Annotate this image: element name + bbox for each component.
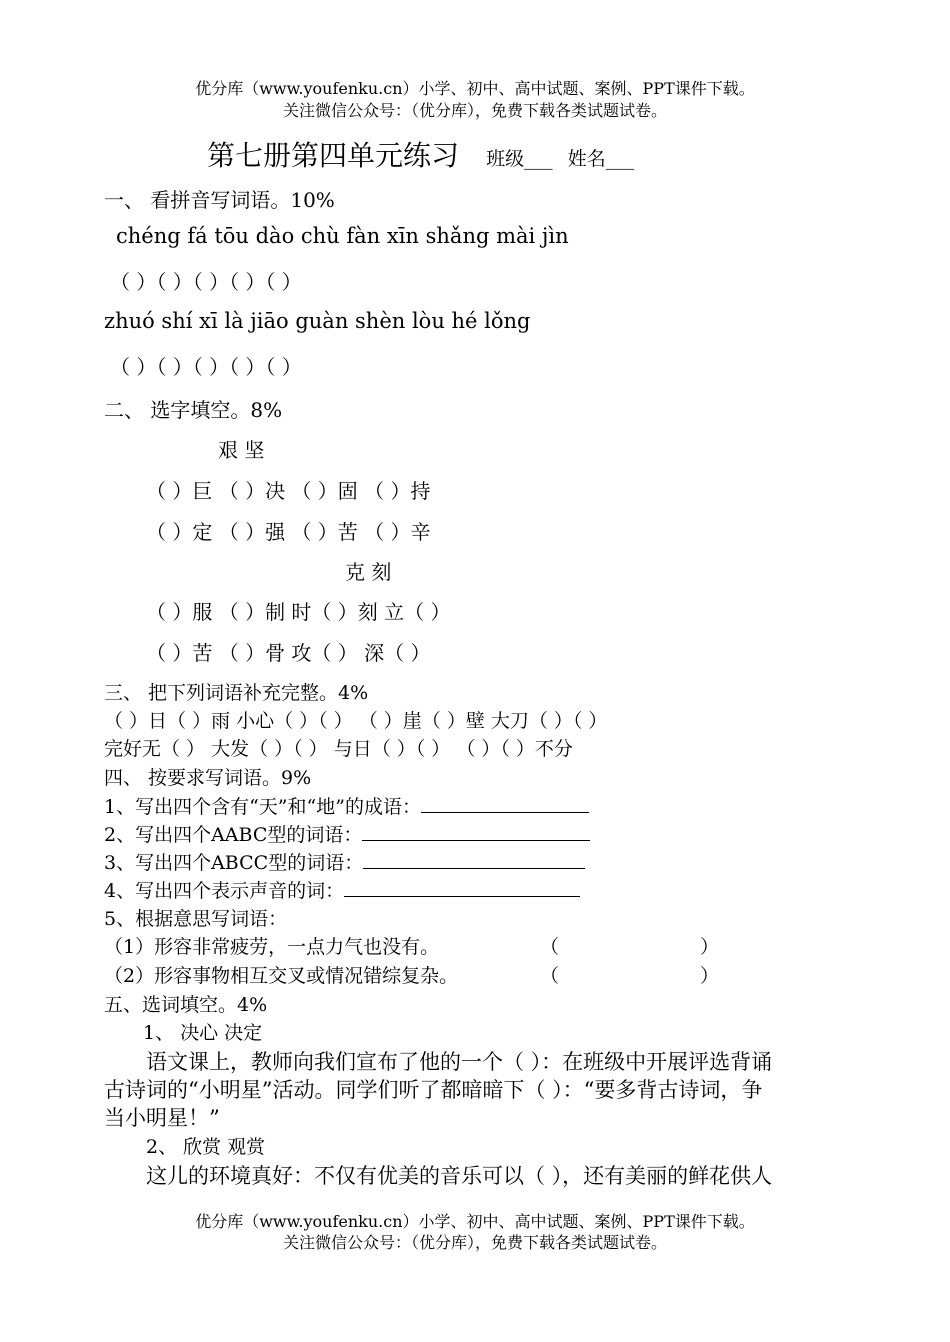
- answer-paren-open[interactable]: （: [540, 965, 560, 987]
- task-label: 2、写出四个AABC型的词语：: [104, 824, 363, 846]
- task-label: 1、写出四个含有“天”和“地”的成语：: [104, 796, 421, 818]
- answer-line[interactable]: [362, 820, 590, 841]
- passage-1-line-2: 古诗词的“小明星”活动。同学们听了都暗暗下（ ）：“要多背古诗词，争: [104, 1078, 763, 1102]
- fill-row-4: （ ）苦 （ ）骨 攻（ ） 深（ ）: [146, 641, 431, 665]
- name-field: 姓名___: [567, 148, 635, 170]
- task-item-2: [104, 820, 590, 847]
- section5-heading: 五、选词填空。4%: [104, 994, 268, 1016]
- answer-paren-close: ）: [700, 936, 720, 958]
- page-title: 第七册第四单元练习: [207, 139, 460, 172]
- fill-row-3: （ ）服 （ ）制 时（ ）刻 立（ ）: [146, 600, 451, 624]
- meaning-sub-1: （1）形容非常疲劳，一点力气也没有。: [104, 936, 440, 958]
- title-row: [207, 134, 634, 174]
- pinyin-row-2: zhuó shí xī là jiāo guàn shèn lòu hé lǒng: [104, 309, 531, 333]
- passage-2-line-1: 这儿的环境真好：不仅有优美的音乐可以（ ），还有美丽的鲜花供人: [146, 1164, 773, 1188]
- task-label: 3、写出四个ABCC型的词语：: [104, 852, 364, 874]
- passage-1-line-3: 当小明星！”: [104, 1106, 220, 1130]
- choice-chars-1: 艰 坚: [218, 438, 265, 462]
- fill-row-2: （ ）定 （ ）强 （ ）苦 （ ）辛: [146, 520, 431, 544]
- pinyin-row-1: chéng fá tōu dào chù fàn xīn shǎng mài jìn: [116, 224, 569, 248]
- idiom-row-1: （ ）日（ ）雨 小心（ ）（ ） （ ）崖（ ）壁 大刀（ ）（ ）: [104, 710, 608, 732]
- word-pair-1: 1、 决心 决定: [143, 1022, 263, 1044]
- header-line-1: 优分库（www.youfenku.cn）小学、初中、高中试题、案例、PPT课件下载。: [195, 79, 755, 98]
- choice-chars-2: 克 刻: [345, 560, 392, 584]
- task-label: 4、写出四个表示声音的词：: [104, 880, 345, 902]
- answer-line[interactable]: [421, 792, 589, 813]
- footer-line-2: 关注微信公众号：（优分库），免费下载各类试题试卷。: [282, 1233, 667, 1252]
- section2-heading: 二、 选字填空。8%: [104, 398, 283, 422]
- answer-paren-open[interactable]: （: [540, 936, 560, 958]
- footer-line-1: 优分库（www.youfenku.cn）小学、初中、高中试题、案例、PPT课件下载。: [195, 1212, 755, 1231]
- answer-paren-close: ）: [700, 965, 720, 987]
- task-item-4: [104, 876, 580, 903]
- word-pair-2: 2、 欣赏 观赏: [146, 1136, 266, 1158]
- task-item-5: 5、根据意思写词语：: [104, 908, 288, 930]
- section3-heading: 三、 把下列词语补充完整。4%: [104, 682, 369, 704]
- meaning-sub-2: （2）形容事物相互交叉或情况错综复杂。: [104, 965, 459, 987]
- idiom-row-2: 完好无（ ） 大发（ ）（ ） 与日（ ）（ ） （ ）（ ）不分: [104, 738, 573, 760]
- class-field: 班级___: [486, 148, 553, 170]
- section4-heading: 四、 按要求写词语。9%: [104, 767, 312, 789]
- blank-row-1: （ ）（ ）（ ）（ ）（ ）: [110, 270, 302, 294]
- passage-1-line-1: 语文课上，教师向我们宣布了他的一个（ ）：在班级中开展评选背诵: [146, 1050, 773, 1074]
- section1-heading: 一、 看拼音写词语。10%: [104, 188, 335, 212]
- fill-row-1: （ ）巨 （ ）决 （ ）固 （ ）持: [146, 479, 431, 503]
- answer-line[interactable]: [363, 848, 585, 869]
- task-item-1: [104, 792, 589, 819]
- answer-line[interactable]: [344, 876, 580, 897]
- header-line-2: 关注微信公众号：（优分库），免费下载各类试题试卷。: [282, 101, 667, 120]
- blank-row-2: （ ）（ ）（ ）（ ）（ ）: [110, 355, 302, 379]
- task-item-3: [104, 848, 585, 875]
